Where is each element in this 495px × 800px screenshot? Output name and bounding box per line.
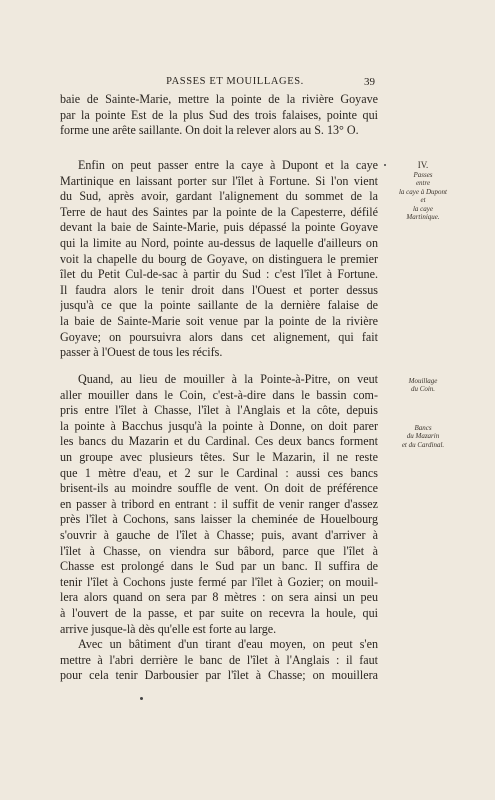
text-line: la pointe à Bacchus jusqu'à la pointe à Donne, on doit parer bbox=[60, 418, 378, 433]
margin-note-bancs bbox=[392, 424, 454, 449]
text-line: Terre de haut des Saintes par la pointe de la Capesterre, défilé bbox=[60, 204, 378, 219]
section-number: IV. bbox=[417, 160, 429, 170]
ink-speck bbox=[140, 697, 143, 700]
text-line: forme une arête saillante. On doit la relever alors au S. 13° O. bbox=[60, 123, 359, 138]
text-line: devant la baie de Sainte-Marie, puis dépassé la pointe Goyave bbox=[60, 220, 378, 235]
text-line: Il faudra alors le tenir droit dans l'Ouest et porter dessus bbox=[60, 282, 378, 297]
text-line: îlet du Petit Cul-de-sac à partir du Sud : c'est l'îlet à Fortune. bbox=[60, 267, 378, 282]
text-line: Chasse est prolongé dans le Sud par un banc. Il suffira de bbox=[60, 559, 378, 574]
text-line: brisent-ils au moindre souffle de vent. On doit de préférence bbox=[60, 481, 378, 496]
text-line: aller mouiller dans le Coin, c'est-à-dire dans le bassin com- bbox=[60, 387, 378, 402]
page-number: 39 bbox=[364, 76, 375, 88]
running-title: PASSES ET MOUILLAGES. bbox=[166, 76, 304, 87]
text-line: pris entre l'îlet à Chasse, l'îlet à l'Anglais et la côte, depuis bbox=[60, 403, 378, 418]
text-line: voit la chapelle du bourg de Goyave, on distinguera le premier bbox=[60, 251, 378, 266]
text-line: la baie de Sainte-Marie soit venue par la pointe de la rivière bbox=[60, 313, 378, 328]
text-line: pour cela tenir Darbousier par l'îlet à Chasse; on mouillera bbox=[60, 668, 378, 683]
paragraph-mouillage-du-coin bbox=[60, 372, 378, 637]
text-line: près l'îlet à Cochons, sans laisser la cheminée de Houelbourg bbox=[60, 512, 378, 527]
text-line: baie de Sainte-Marie, mettre la pointe de la rivière Goyave bbox=[60, 92, 378, 106]
text-line: lera alors quand on sera par 8 mètres : on sera ainsi un peu bbox=[60, 590, 378, 605]
text-line: Goyave; on poursuivra alors dans cet alignement, qui fait bbox=[60, 329, 378, 344]
text-line: à l'ouvert de la passe, et par suite on recevra la houle, qui bbox=[60, 605, 378, 620]
text-line: Enfin on peut passer entre la caye à Dupont et la caye bbox=[78, 158, 378, 172]
text-line: qui la limite au Nord, pointe au-dessus de laquelle d'ailleurs on bbox=[60, 235, 378, 250]
margin-note-line: entre bbox=[415, 179, 431, 188]
text-line: s'ouvrir à gauche de l'îlet à Chasse; puis, avant d'arriver à bbox=[60, 527, 378, 542]
margin-note-passes bbox=[392, 160, 454, 221]
margin-note-line: la caye à Dupont bbox=[398, 187, 447, 196]
margin-note-line: et bbox=[420, 196, 426, 205]
running-head bbox=[0, 76, 495, 90]
text-line: que 1 mètre d'eau, et 2 sur le Cardinal : aussi ces bancs bbox=[60, 465, 378, 480]
paragraph-continuation bbox=[60, 92, 378, 139]
paragraph-abri-ilet-anglais bbox=[60, 637, 378, 684]
margin-note-line: Mouillage bbox=[408, 377, 438, 385]
text-line: jusqu'à ce que la pointe saillante de la dernière falaise de bbox=[60, 298, 378, 313]
text-line: l'îlet à Chasse, on viendra sur bâbord, parce que l'îlet à bbox=[60, 543, 378, 558]
margin-note-line: la caye bbox=[412, 204, 433, 213]
ink-speck bbox=[384, 164, 386, 166]
margin-note-line: du Coin. bbox=[410, 385, 436, 394]
text-line: du Sud, après avoir, gardant l'alignement du sommet de la bbox=[60, 189, 378, 204]
text-line: passer à l'Ouest de tous les récifs. bbox=[60, 345, 223, 360]
text-line: Quand, au lieu de mouiller à la Pointe-à-Pitre, on veut bbox=[78, 372, 378, 386]
margin-note-line: Martinique. bbox=[406, 213, 440, 222]
text-line: par la pointe Est de la plus Sud des trois falaises, pointe qui bbox=[60, 107, 378, 122]
text-line: Martinique en laissant porter sur l'îlet à Fortune. Si l'on vient bbox=[60, 173, 378, 188]
text-line: un groupe avec plusieurs têtes. Sur le Mazarin, il ne reste bbox=[60, 449, 378, 464]
text-line: tenir l'îlet à Cochons juste fermé par l'îlet à Gozier; on mouil- bbox=[60, 574, 378, 589]
margin-note-mouillage bbox=[392, 377, 454, 394]
paragraph-passes bbox=[60, 158, 378, 361]
text-line: Avec un bâtiment d'un tirant d'eau moyen, on peut s'en bbox=[78, 637, 378, 651]
text-line: arrive jusque-là dès qu'elle est forte au large. bbox=[60, 621, 277, 636]
text-line: les bancs du Mazarin et du Cardinal. Ces deux bancs forment bbox=[60, 434, 378, 449]
margin-note-line: du Mazarin bbox=[406, 432, 440, 441]
text-line: mettre à l'abri derrière le banc de l'îlet à l'Anglais : il faut bbox=[60, 652, 378, 667]
margin-note-line: Bancs bbox=[414, 424, 432, 432]
margin-note-line: et du Cardinal. bbox=[401, 440, 445, 449]
text-line: en passer à tribord en entrant : il suffit de venir ranger d'assez bbox=[60, 496, 378, 511]
margin-note-line: Passes bbox=[413, 171, 433, 179]
